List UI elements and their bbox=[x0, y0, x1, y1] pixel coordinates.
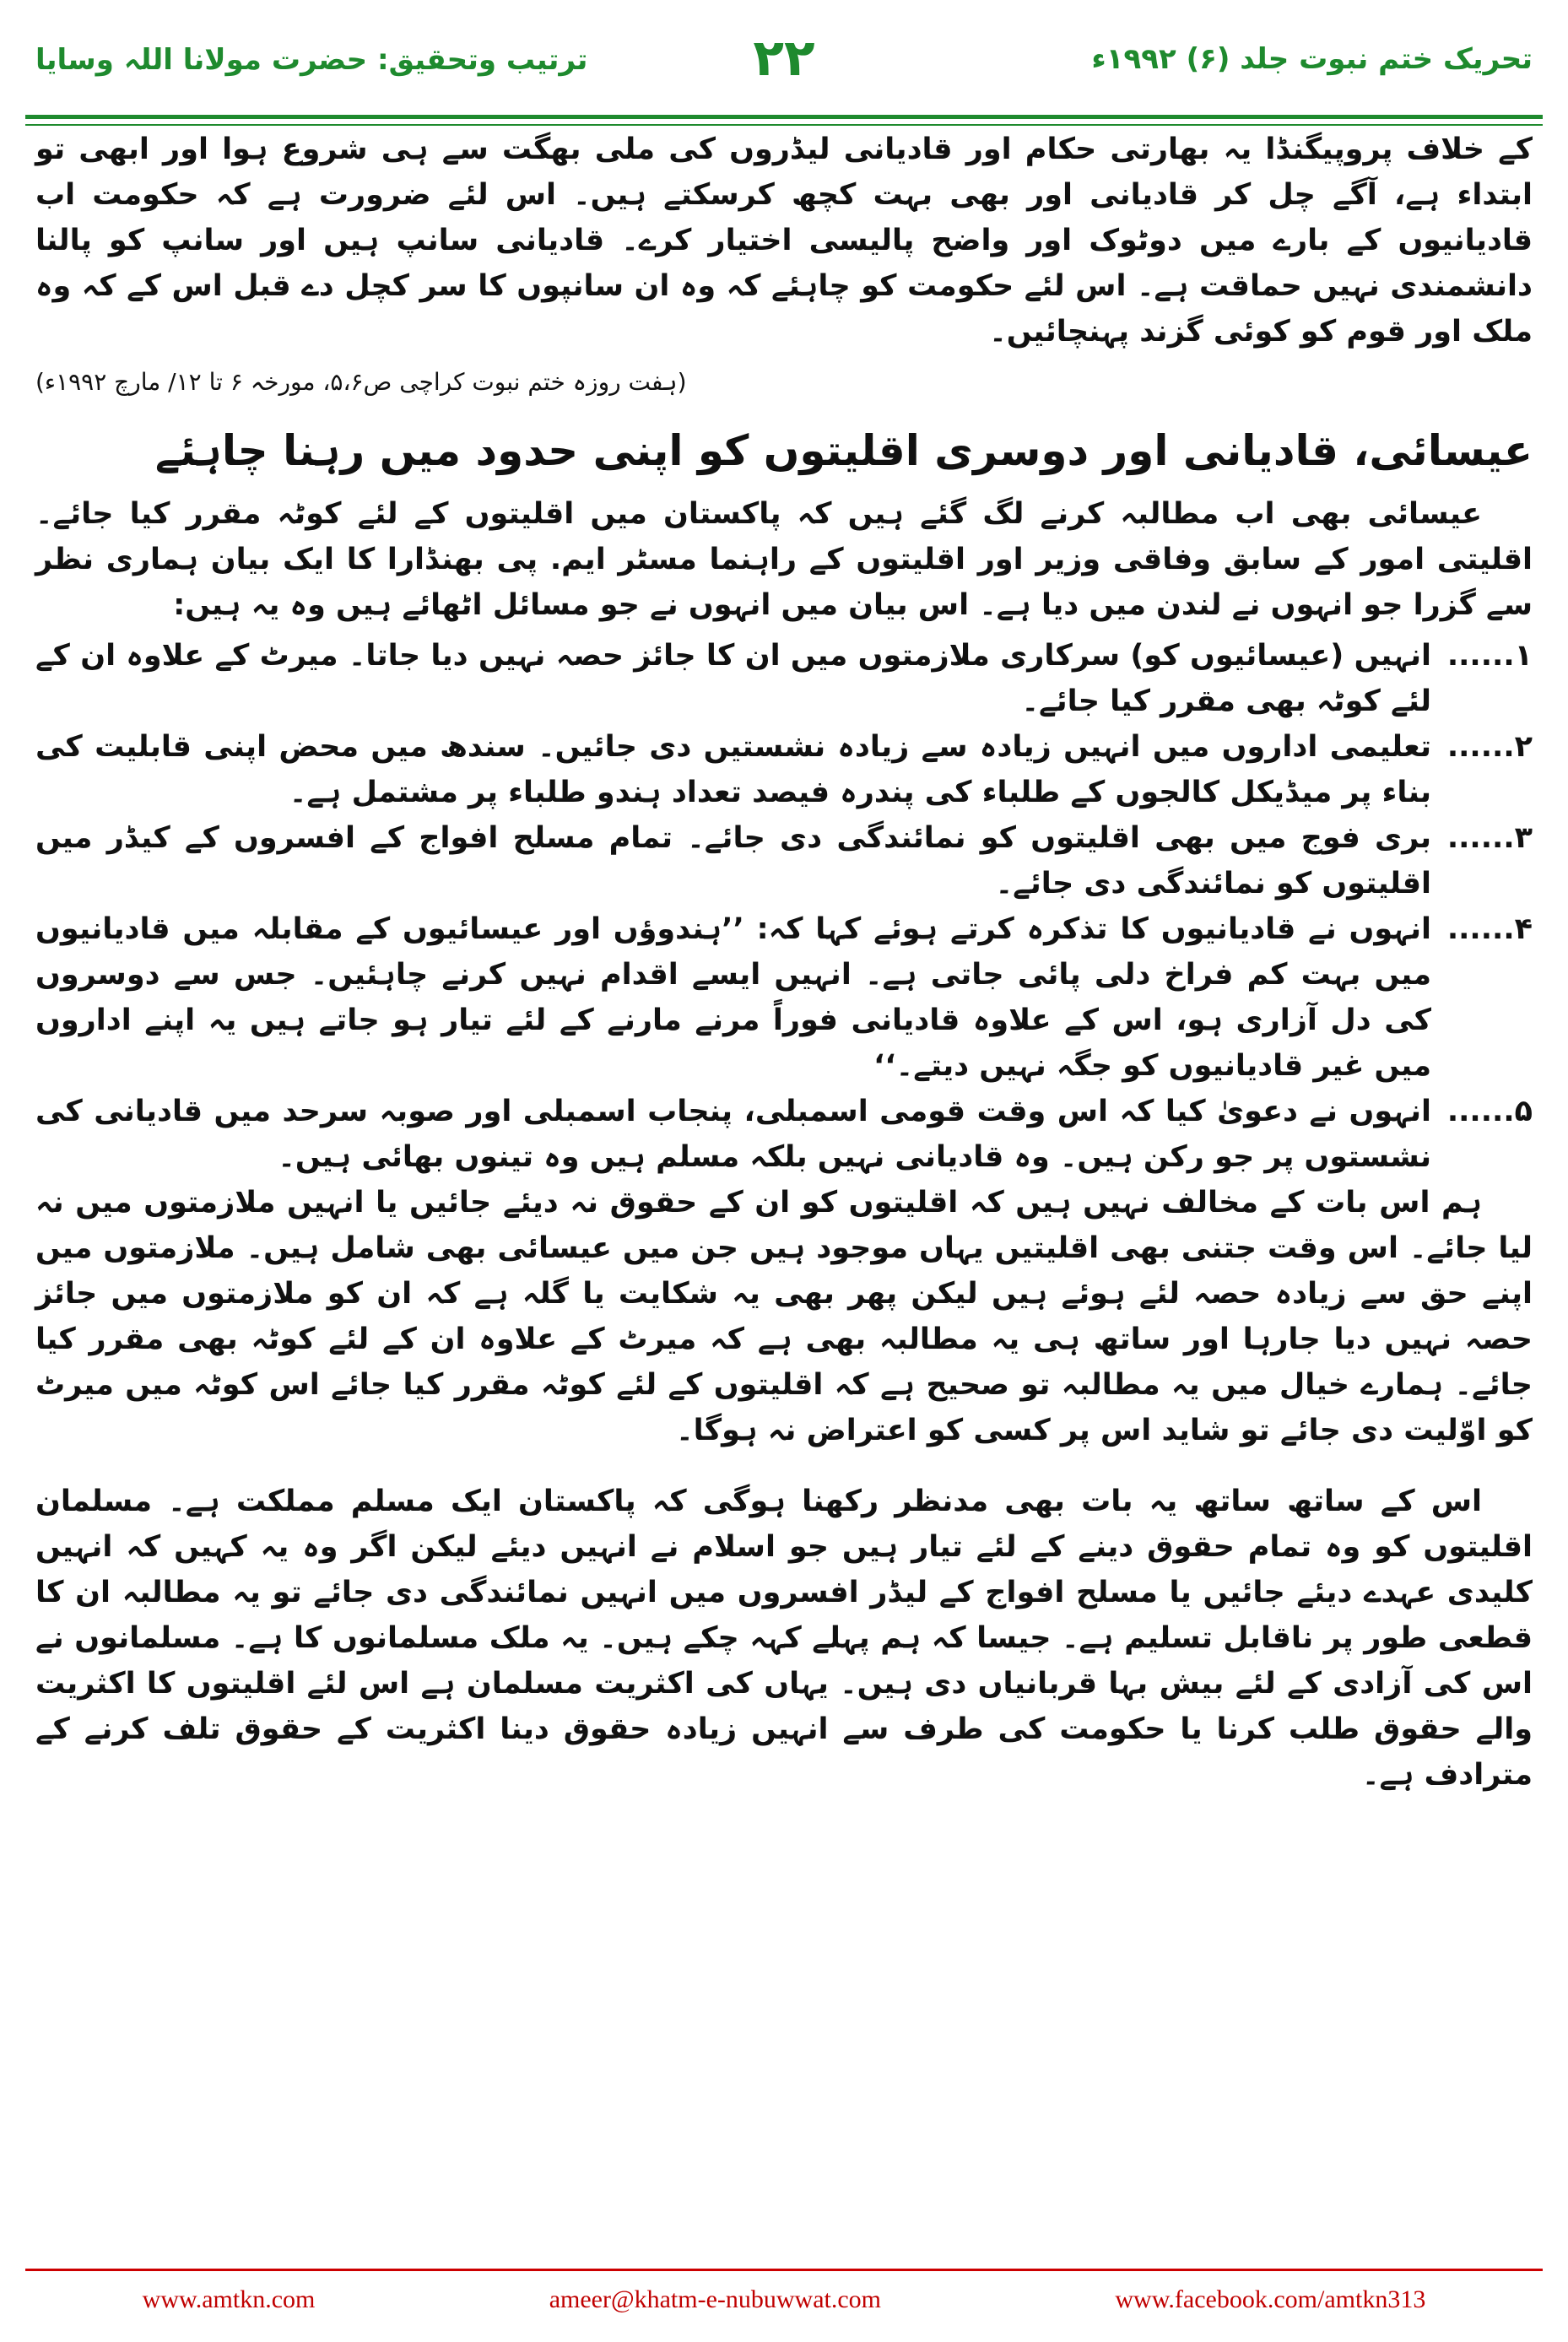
page-number: ۲۲ bbox=[753, 29, 815, 88]
page-header bbox=[25, 17, 1543, 110]
citation-row bbox=[35, 360, 1533, 405]
book-title: تحریک ختم نبوت جلد (۶) ۱۹۹۲ء bbox=[1091, 42, 1533, 76]
website-link[interactable]: www.amtkn.com bbox=[142, 2285, 316, 2313]
email-link[interactable]: ameer@khatm-e-nubuwwat.com bbox=[549, 2285, 882, 2313]
header-divider bbox=[25, 115, 1543, 119]
list-item bbox=[35, 633, 1533, 724]
item-number: ۴...... bbox=[1446, 912, 1533, 946]
list-item bbox=[35, 815, 1533, 906]
list-item bbox=[35, 724, 1533, 815]
section-heading: عیسائی، قادیانی اور دوسری اقلیتوں کو اپنی حدود میں رہنا چاہئے bbox=[154, 426, 1533, 475]
facebook-link[interactable]: www.facebook.com/amtkn313 bbox=[1115, 2285, 1426, 2313]
header-divider-thin bbox=[25, 124, 1543, 126]
item-text: بری فوج میں بھی اقلیتوں کو نمائندگی دی جائے۔ تمام مسلح افواج کے افسروں کے کیڈر میں اقلیتوں کو نمائندگی دی جائے۔ bbox=[35, 821, 1431, 901]
list-item bbox=[35, 1089, 1533, 1180]
page-footer bbox=[25, 2279, 1543, 2321]
item-number: ۵...... bbox=[1446, 1095, 1533, 1128]
item-number: ۱...... bbox=[1446, 639, 1533, 673]
item-text: تعلیمی اداروں میں انہیں زیادہ سے زیادہ نشستیں دی جائیں۔ سندھ میں محض اپنی قابلیت کی بناء پر میڈیکل کالجوں کے طلباء کی پندرہ فیصد تعداد ہندو طلباء پر مشتمل ہے۔ bbox=[35, 730, 1431, 809]
item-text: انہوں نے قادیانیوں کا تذکرہ کرتے ہوئے کہا کہ: ’’ہندوؤں اور عیسائیوں کے مقابلہ میں قادیانیوں میں بہت کم فراخ دلی پائی جاتی ہے۔ انہیں ایسے اقدام نہیں کرنے چاہئیں۔ جس سے دوسروں کی دل آزاری ہو، اس کے علاوہ قادیانی فوراً مرنے مارنے کے لئے تیار ہو جاتے ہیں یہ اپنے اداروں میں غیر قادیانیوں کو جگہ نہیں دیتے۔‘‘ bbox=[35, 912, 1431, 1083]
footer-divider bbox=[25, 2269, 1543, 2271]
paragraph-3: اس کے ساتھ ساتھ یہ بات بھی مدنظر رکھنا ہوگی کہ پاکستان ایک مسلم مملکت ہے۔ مسلمان اقلیتوں کو وہ تمام حقوق دینے کے لئے تیار ہیں جو اسلام نے انہیں دیئے لیکن اگر وہ یہ کہیں کہ انہیں کلیدی عہدے دیئے جائیں یا مسلح افواج کے لیڈر افسروں میں انہیں نمائندگی دی جائے تو یہ مطالبہ ان کا قطعی طور پر ناقابل تسلیم ہے۔ جیسا کہ ہم پہلے کہہ چکے ہیں۔ یہ ملک مسلمانوں کا ہے۔ مسلمانوں نے اس کی آزادی کے لئے بیش بہا قربانیاں دی ہیں۔ یہاں کی اکثریت مسلمان ہے اس لئے اقلیتوں کا اکثریت والے حقوق طلب کرنا یا حکومت کی طرف سے انہیں زیادہ حقوق دینا اکثریت کے حقوق تلف کرنے کے مترادف ہے۔ bbox=[35, 1485, 1533, 1792]
page-body bbox=[35, 127, 1533, 1803]
item-text: انہوں نے دعویٰ کیا کہ اس وقت قومی اسمبلی، پنجاب اسمبلی اور صوبہ سرحد میں قادیانی کی نشستوں پر جو رکن ہیں۔ وہ قادیانی نہیں بلکہ مسلم ہیں وہ تینوں بھائی ہیں۔ bbox=[35, 1095, 1431, 1174]
paragraph-1: کے خلاف پروپیگنڈا یہ بھارتی حکام اور قادیانی لیڈروں کی ملی بھگت سے ہی شروع ہوا اور ابھی تو ابتداء ہے، آگے چل کر قادیانی اور بھی بہت کچھ کرسکتے ہیں۔ اس لئے ضرورت ہے کہ حکومت اب قادیانیوں کے بارے میں دوٹوک اور واضح پالیسی اختیار کرے۔ قادیانی سانپ ہیں اور سانپ کو پالنا دانشمندی نہیں حماقت ہے۔ اس لئے حکومت کو چاہئے کہ وہ ان سانپوں کا سر کچل دے قبل اس کے کہ وہ ملک اور قوم کو کوئی گزند پہنچائیں۔ bbox=[35, 133, 1533, 349]
item-number: ۳...... bbox=[1446, 821, 1533, 855]
compiler-credit: ترتیب وتحقیق: حضرت مولانا اللہ وسایا bbox=[35, 43, 588, 77]
paragraph-2: ہم اس بات کے مخالف نہیں ہیں کہ اقلیتوں کو ان کے حقوق نہ دیئے جائیں یا انہیں ملازمتوں میں نہ لیا جائے۔ اس وقت جتنی بھی اقلیتیں یہاں موجود ہیں جن میں عیسائی بھی شامل ہیں۔ ملازمتوں میں اپنے حق سے زیادہ حصہ لئے ہوئے ہیں لیکن پھر بھی یہ شکایت یا گلہ ہے کہ ان کو ملازمتوں میں جائز حصہ نہیں دیا جارہا اور ساتھ ہی یہ مطالبہ بھی ہے کہ میرٹ کے علاوہ ان کے لئے کوٹہ بھی مقرر کیا جائے۔ ہمارے خیال میں یہ مطالبہ تو صحیح ہے کہ اقلیتوں کے لئے کوٹہ مقرر کیا جائے اس کوٹہ میں میرٹ کو اوّلیت دی جائے تو شاید اس پر کسی کو اعتراض نہ ہوگا۔ bbox=[35, 1186, 1533, 1447]
citation: (ہفت روزہ ختم نبوت کراچی ص۵،۶، مورخہ ۶ تا ۱۲/ مارچ ۱۹۹۲ء) bbox=[35, 368, 687, 396]
list-item bbox=[35, 906, 1533, 1089]
item-number: ۲...... bbox=[1446, 730, 1533, 764]
item-text: انہیں (عیسائیوں کو) سرکاری ملازمتوں میں ان کا جائز حصہ نہیں دیا جاتا۔ میرٹ کے علاوہ ان کے لئے کوٹہ بھی مقرر کیا جائے۔ bbox=[35, 639, 1431, 718]
section-intro: عیسائی بھی اب مطالبہ کرنے لگ گئے ہیں کہ پاکستان میں اقلیتوں کے لئے کوٹہ مقرر کیا جائے۔ اقلیتی امور کے سابق وفاقی وزیر اور اقلیتوں کے راہنما مسٹر ایم. پی بھنڈارا کا ایک بیان ہماری نظر سے گزرا جو انہوں نے لندن میں دیا ہے۔ اس بیان میں انہوں نے جو مسائل اٹھائے ہیں وہ یہ ہیں: bbox=[35, 497, 1533, 622]
